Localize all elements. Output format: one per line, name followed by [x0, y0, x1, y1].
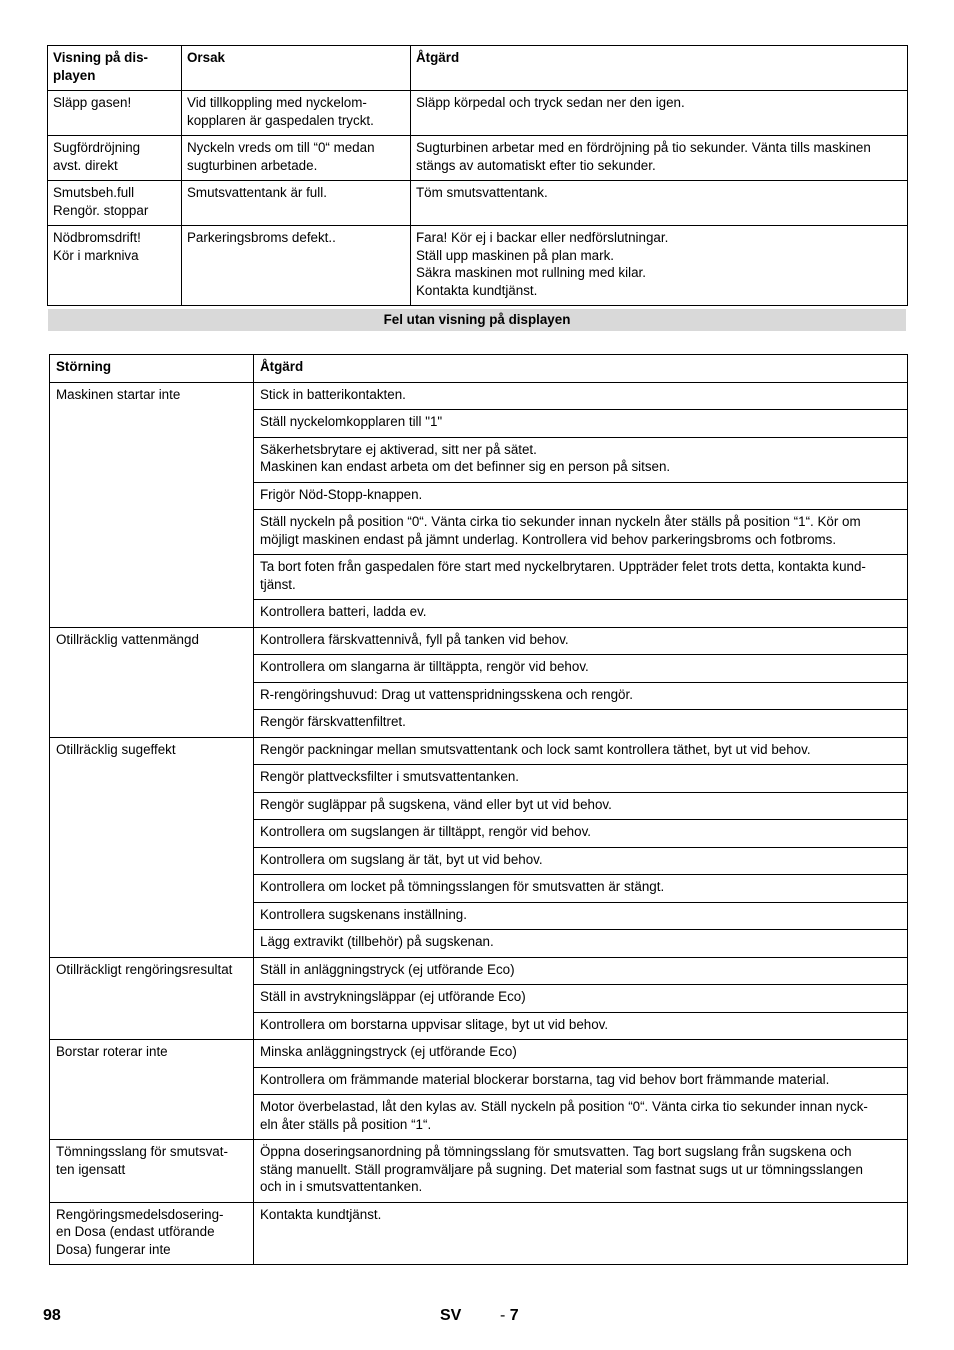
action-cell: Stick in batterikontakten. [254, 382, 908, 410]
action-cell: Säkerhetsbrytare ej aktiverad, sitt ner på sätet. Maskinen kan endast arbeta om det befinner sig en person på sitsen. [254, 437, 908, 482]
table-header-row [50, 355, 908, 383]
header-fault: Störning [50, 355, 254, 383]
action-cell: Kontrollera sugskenans inställning. [254, 902, 908, 930]
action-cell: Kontrollera om sugslangen är tilltäppt, rengör vid behov. [254, 820, 908, 848]
fault-cell: Tömningsslang för smutsvat- ten igensatt [50, 1140, 254, 1203]
display-messages-table [47, 45, 908, 306]
action-cell: Ställ in anläggningstryck (ej utförande Eco) [254, 957, 908, 985]
table-row [50, 627, 908, 655]
action-cell: Minska anläggningstryck (ej utförande Eco) [254, 1040, 908, 1068]
action-cell: Ställ nyckelomkopplaren till "1" [254, 410, 908, 438]
action-cell: Ställ nyckeln på position “0“. Vänta cirka tio sekunder innan nyckeln åter ställs på position “1“. Kör om möjligt maskinen endast på jämnt underlag. Kontrollera vid behov parkeringsbroms och fotbroms. [254, 510, 908, 555]
table-row [50, 1140, 908, 1203]
fault-cell: Borstar roterar inte [50, 1040, 254, 1140]
table-row [50, 737, 908, 765]
table-row: Nödbromsdrift! Kör i markniva Parkeringsbroms defekt.. Fara! Kör ej i backar eller nedförslutningar. Ställ upp maskinen på plan mark. Säkra maskinen mot rullning med kilar. Kontakta kundtjänst. [48, 226, 908, 306]
table-header-row [48, 46, 908, 91]
fault-cell: Rengöringsmedelsdosering- en Dosa (endast utförande Dosa) fungerar inte [50, 1202, 254, 1265]
action-cell: R-rengöringshuvud: Drag ut vattenspridningsskena och rengör. [254, 682, 908, 710]
action-cell: Kontrollera om locket på tömningsslangen för smutsvatten är stängt. [254, 875, 908, 903]
table-row [50, 957, 908, 985]
action-cell: Ställ in avstrykningsläppar (ej utförande Eco) [254, 985, 908, 1013]
action-cell: Kontrollera om sugslang är tät, byt ut vid behov. [254, 847, 908, 875]
action-cell: Kontrollera om slangarna är tilltäppta, rengör vid behov. [254, 655, 908, 683]
page-number: 98 [43, 1307, 61, 1324]
action-cell: Kontakta kundtjänst. [254, 1202, 908, 1265]
section-number: - 7 [500, 1307, 519, 1324]
action-cell: Motor överbelastad, låt den kylas av. Ställ nyckeln på position “0“. Vänta cirka tio sekunder innan nyck- eln åter ställs på position “1“. [254, 1095, 908, 1140]
header-action: Åtgärd [411, 46, 908, 91]
action-cell: Rengör packningar mellan smutsvattentank och lock samt kontrollera täthet, byt ut vid behov. [254, 737, 908, 765]
action-cell: Kontrollera färskvattennivå, fyll på tanken vid behov. [254, 627, 908, 655]
header-display: Visning på dis- playen [48, 46, 182, 91]
fault-cell: Otillräcklig sugeffekt [50, 737, 254, 957]
faults-table [49, 354, 908, 1265]
table-row [50, 1202, 908, 1265]
table-row: Släpp gasen! Vid tillkoppling med nyckelom- kopplaren är gaspedalen tryckt. Släpp körpedal och tryck sedan ner den igen. [48, 91, 908, 136]
action-cell: Kontrollera batteri, ladda ev. [254, 600, 908, 628]
header-cause: Orsak [182, 46, 411, 91]
language-code: SV [440, 1307, 462, 1324]
action-cell: Rengör plattvecksfilter i smutsvattentanken. [254, 765, 908, 793]
action-cell: Kontrollera om borstarna uppvisar slitage, byt ut vid behov. [254, 1012, 908, 1040]
action-cell: Frigör Nöd-Stopp-knappen. [254, 482, 908, 510]
table-row [50, 382, 908, 410]
table-row [50, 1040, 908, 1068]
action-cell: Ta bort foten från gaspedalen före start med nyckelbrytaren. Uppträder felet trots detta, kontakta kund- tjänst. [254, 555, 908, 600]
fault-cell: Maskinen startar inte [50, 382, 254, 627]
action-cell: Öppna doseringsanordning på tömningsslang för smutsvatten. Tag bort sugslang från sugskena och stäng manuellt. Ställ programväljare på sugning. Det material som fastnat sugs ut ur tömningsslangen och in i smutsvattentanken. [254, 1140, 908, 1203]
action-cell: Kontrollera om främmande material blockerar borstarna, tag vid behov bort främmande material. [254, 1067, 908, 1095]
fault-cell: Otillräcklig vattenmängd [50, 627, 254, 737]
fault-cell: Otillräckligt rengöringsresultat [50, 957, 254, 1040]
action-cell: Rengör färskvattenfiltret. [254, 710, 908, 738]
table-row: Smutsbeh.full Rengör. stoppar Smutsvattentank är full. Töm smutsvattentank. [48, 181, 908, 226]
section-banner: Fel utan visning på displayen [48, 309, 906, 331]
table-row: Sugfördröjning avst. direkt Nyckeln vreds om till “0“ medan sugturbinen arbetade. Sugturbinen arbetar med en fördröjning på tio sekunder. Vänta tills maskinen stängs av automatiskt efter tio sekunder. [48, 136, 908, 181]
action-cell: Rengör sugläppar på sugskena, vänd eller byt ut vid behov. [254, 792, 908, 820]
action-cell: Lägg extravikt (tillbehör) på sugskenan. [254, 930, 908, 958]
header-action: Åtgärd [254, 355, 908, 383]
